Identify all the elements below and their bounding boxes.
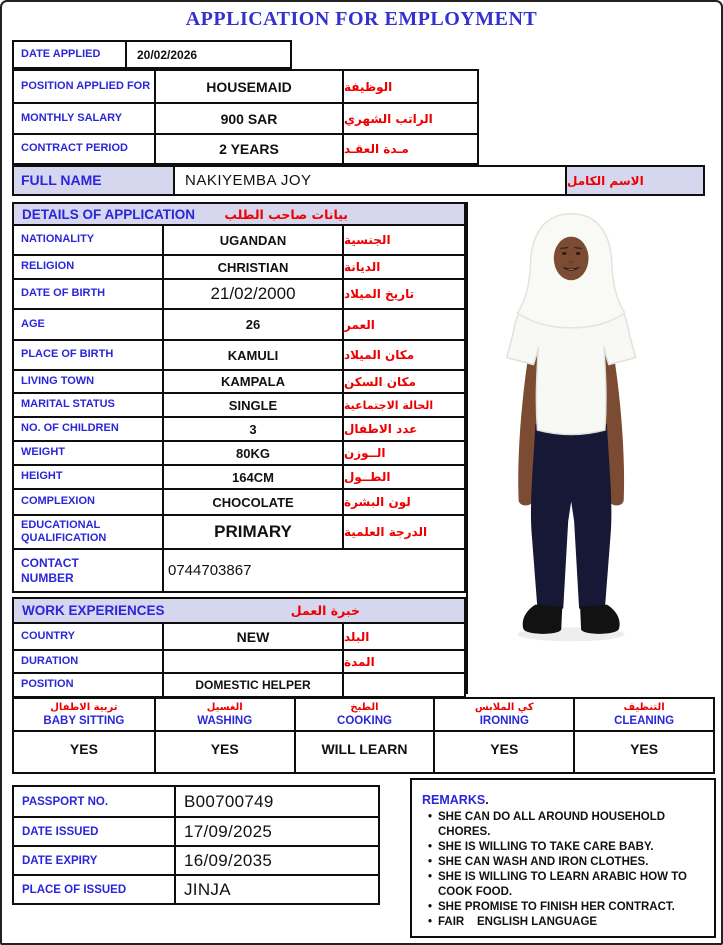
applicant-photo <box>468 202 715 662</box>
table-row <box>14 440 464 464</box>
children-label: NO. OF CHILDREN <box>14 418 164 440</box>
skill-babysitting-arabic: تربية الاطفال <box>50 702 118 713</box>
weight-value: 80KG <box>164 442 344 464</box>
children-value: 3 <box>164 418 344 440</box>
table-row <box>14 71 477 102</box>
photo-panel <box>466 202 715 694</box>
table-row <box>14 845 378 874</box>
remark-item <box>422 855 708 870</box>
children-arabic: عدد الاطفال <box>344 422 418 436</box>
complexion-value: CHOCOLATE <box>164 490 344 514</box>
marital-status-label: MARITAL STATUS <box>14 394 164 416</box>
work-header-label: WORK EXPERIENCES <box>22 603 165 618</box>
monthly-salary-label: MONTHLY SALARY <box>14 104 156 133</box>
details-header-label: DETAILS OF APPLICATION <box>22 206 195 222</box>
age-arabic: العمر <box>344 317 375 332</box>
table-row <box>14 133 477 163</box>
bullet-icon: • <box>427 840 433 853</box>
place-of-birth-arabic: مكان الميلاد <box>344 348 415 362</box>
work-header <box>14 599 464 624</box>
skill-cooking-label: COOKING <box>337 715 392 727</box>
skill-washing-value: YES <box>154 732 294 772</box>
contract-period-arabic: مـدة العقـد <box>344 142 409 156</box>
monthly-salary-value: 900 SAR <box>156 104 344 133</box>
position-value: DOMESTIC HELPER <box>164 674 344 696</box>
date-applied-row <box>14 42 290 67</box>
contract-period-label: CONTRACT PERIOD <box>14 135 156 163</box>
full-name-arabic: الاسم الكامل <box>567 167 703 194</box>
table-row <box>14 514 464 548</box>
remark-item <box>422 840 708 855</box>
living-town-arabic: مكان السكن <box>344 374 416 389</box>
remark-text: SHE CAN WASH AND IRON CLOTHES. <box>438 855 649 868</box>
date-of-birth-arabic: تاريخ الميلاد <box>344 287 415 301</box>
position-applied-value: HOUSEMAID <box>156 71 344 102</box>
height-value: 164CM <box>164 466 344 488</box>
place-of-issued-value: JINJA <box>184 879 231 899</box>
bullet-icon: • <box>427 855 433 868</box>
date-issued-value: 17/09/2025 <box>184 821 273 841</box>
remark-item <box>422 810 708 840</box>
table-row <box>14 672 464 696</box>
remark-text: SHE CAN DO ALL AROUND HOUSEHOLD CHORES. <box>438 811 669 838</box>
bullet-icon: • <box>427 870 433 883</box>
country-arabic: البلد <box>344 629 370 644</box>
skill-ironing-label: IRONING <box>479 715 529 727</box>
skill-babysitting-label: BABY SITTING <box>43 715 125 727</box>
table-row <box>14 624 464 649</box>
skill-ironing-header <box>433 699 573 730</box>
position-arabic <box>344 674 464 696</box>
date-of-birth-label: DATE OF BIRTH <box>14 280 164 308</box>
remarks-title-text: REMARKS <box>422 793 486 807</box>
position-table <box>12 69 479 165</box>
table-row <box>14 649 464 672</box>
remark-text: SHE PROMISE TO FINISH HER CONTRACT. <box>438 900 675 913</box>
table-row <box>14 254 464 278</box>
position-applied-arabic: الوظيفة <box>344 79 393 94</box>
living-town-value: KAMPALA <box>164 371 344 392</box>
details-header <box>14 204 464 226</box>
passport-table <box>12 785 380 905</box>
table-row <box>14 392 464 416</box>
work-header-arabic: خبرة العمل <box>290 603 360 618</box>
table-row <box>14 488 464 514</box>
height-arabic: الطــول <box>344 470 391 484</box>
skill-cleaning-label: CLEANING <box>614 715 675 727</box>
weight-label: WEIGHT <box>14 442 164 464</box>
marital-status-arabic: الحالة الاجتماعية <box>344 398 434 412</box>
remark-text: SHE IS WILLING TO LEARN ARABIC HOW TO COOK FOOD. <box>438 870 691 898</box>
bullet-icon: • <box>427 811 433 823</box>
country-value: NEW <box>164 624 344 649</box>
table-row <box>14 548 464 591</box>
table-row <box>14 339 464 369</box>
skill-cooking-arabic: الطبخ <box>350 702 379 713</box>
table-row <box>14 787 378 816</box>
table-row <box>14 369 464 392</box>
skill-washing-header <box>154 699 294 730</box>
full-name-row <box>14 167 703 194</box>
education-arabic: الدرجة العلمية <box>344 525 428 539</box>
skill-washing-arabic: الغسيل <box>206 702 243 713</box>
place-of-issued-label: PLACE OF ISSUED <box>14 876 176 903</box>
education-value: PRIMARY <box>164 516 344 548</box>
table-row <box>14 102 477 133</box>
remark-item <box>422 915 708 930</box>
education-label: EDUCATIONAL QUALIFICATION <box>14 516 164 548</box>
full-name-table <box>12 165 705 196</box>
remark-text: FAIR ENGLISH LANGUAGE <box>438 915 598 928</box>
country-label: COUNTRY <box>14 624 164 649</box>
duration-arabic: المدة <box>344 654 375 669</box>
table-row <box>14 874 378 903</box>
table-row <box>14 416 464 440</box>
skill-washing-label: WASHING <box>197 715 253 727</box>
monthly-salary-arabic: الراتب الشهري <box>344 111 433 126</box>
full-name-label: FULL NAME <box>14 167 175 194</box>
duration-value <box>164 651 344 672</box>
date-of-birth-value: 21/02/2000 <box>164 280 344 308</box>
skill-cooking-header <box>294 699 434 730</box>
remark-item <box>422 870 708 900</box>
age-label: AGE <box>14 310 164 339</box>
table-row <box>14 816 378 845</box>
place-of-birth-label: PLACE OF BIRTH <box>14 341 164 369</box>
details-header-arabic: بيانات صاحب الطلب <box>224 206 348 222</box>
height-label: HEIGHT <box>14 466 164 488</box>
skill-cleaning-header <box>573 699 713 730</box>
place-of-birth-value: KAMULI <box>164 341 344 369</box>
age-value: 26 <box>164 310 344 339</box>
remark-text: SHE IS WILLING TO TAKE CARE BABY. <box>438 840 654 853</box>
complexion-label: COMPLEXION <box>14 490 164 514</box>
skill-babysitting-value: YES <box>69 741 98 757</box>
full-name-value: NAKIYEMBA JOY <box>175 167 567 194</box>
table-row <box>14 226 464 254</box>
passport-no-value: B00700749 <box>184 791 274 811</box>
religion-label: RELIGION <box>14 256 164 278</box>
remarks-title-dot: . <box>485 793 489 807</box>
complexion-arabic: لون البشرة <box>344 495 411 509</box>
passport-no-label: PASSPORT NO. <box>14 787 176 816</box>
skill-cleaning-arabic: التنظيف <box>623 702 665 713</box>
nationality-value: UGANDAN <box>164 226 344 254</box>
remarks-panel <box>410 778 716 938</box>
bullet-icon: • <box>427 900 433 913</box>
page-title: APPLICATION FOR EMPLOYMENT <box>185 8 538 30</box>
marital-status-value: SINGLE <box>164 394 344 416</box>
contact-number-value: 0744703867 <box>168 562 252 579</box>
nationality-label: NATIONALITY <box>14 226 164 254</box>
religion-arabic: الديانة <box>344 260 381 274</box>
date-issued-label: DATE ISSUED <box>14 818 176 845</box>
remark-item <box>422 900 708 915</box>
work-table <box>12 597 466 698</box>
position-applied-label: POSITION APPLIED FOR <box>14 71 156 102</box>
date-applied-value: 20/02/2026 <box>137 47 198 62</box>
skills-value-row <box>14 732 713 772</box>
remarks-title <box>422 793 708 807</box>
skill-ironing-value: YES <box>433 732 573 772</box>
date-expiry-label: DATE EXPIRY <box>14 847 176 874</box>
date-applied-label: DATE APPLIED <box>14 42 127 67</box>
date-expiry-value: 16/09/2035 <box>184 850 273 870</box>
table-row <box>14 308 464 339</box>
skill-cleaning-value: YES <box>573 732 713 772</box>
living-town-label: LIVING TOWN <box>14 371 164 392</box>
contact-number-label: CONTACT NUMBER <box>14 550 164 591</box>
religion-value: CHRISTIAN <box>164 256 344 278</box>
table-row <box>14 464 464 488</box>
duration-label: DURATION <box>14 651 164 672</box>
skill-babysitting-header <box>14 699 154 730</box>
contract-period-value: 2 YEARS <box>156 135 344 163</box>
bullet-icon: • <box>427 915 433 928</box>
position-label: POSITION <box>14 674 164 696</box>
weight-arabic: الــوزن <box>344 446 386 460</box>
nationality-arabic: الجنسية <box>344 233 391 247</box>
details-table <box>12 202 466 593</box>
skills-header-row <box>14 699 713 732</box>
skill-cooking-value: WILL LEARN <box>294 732 434 772</box>
skills-table <box>12 697 715 774</box>
skill-ironing-arabic: كي الملابس <box>474 702 534 713</box>
date-applied-table <box>12 40 292 69</box>
table-row <box>14 278 464 308</box>
